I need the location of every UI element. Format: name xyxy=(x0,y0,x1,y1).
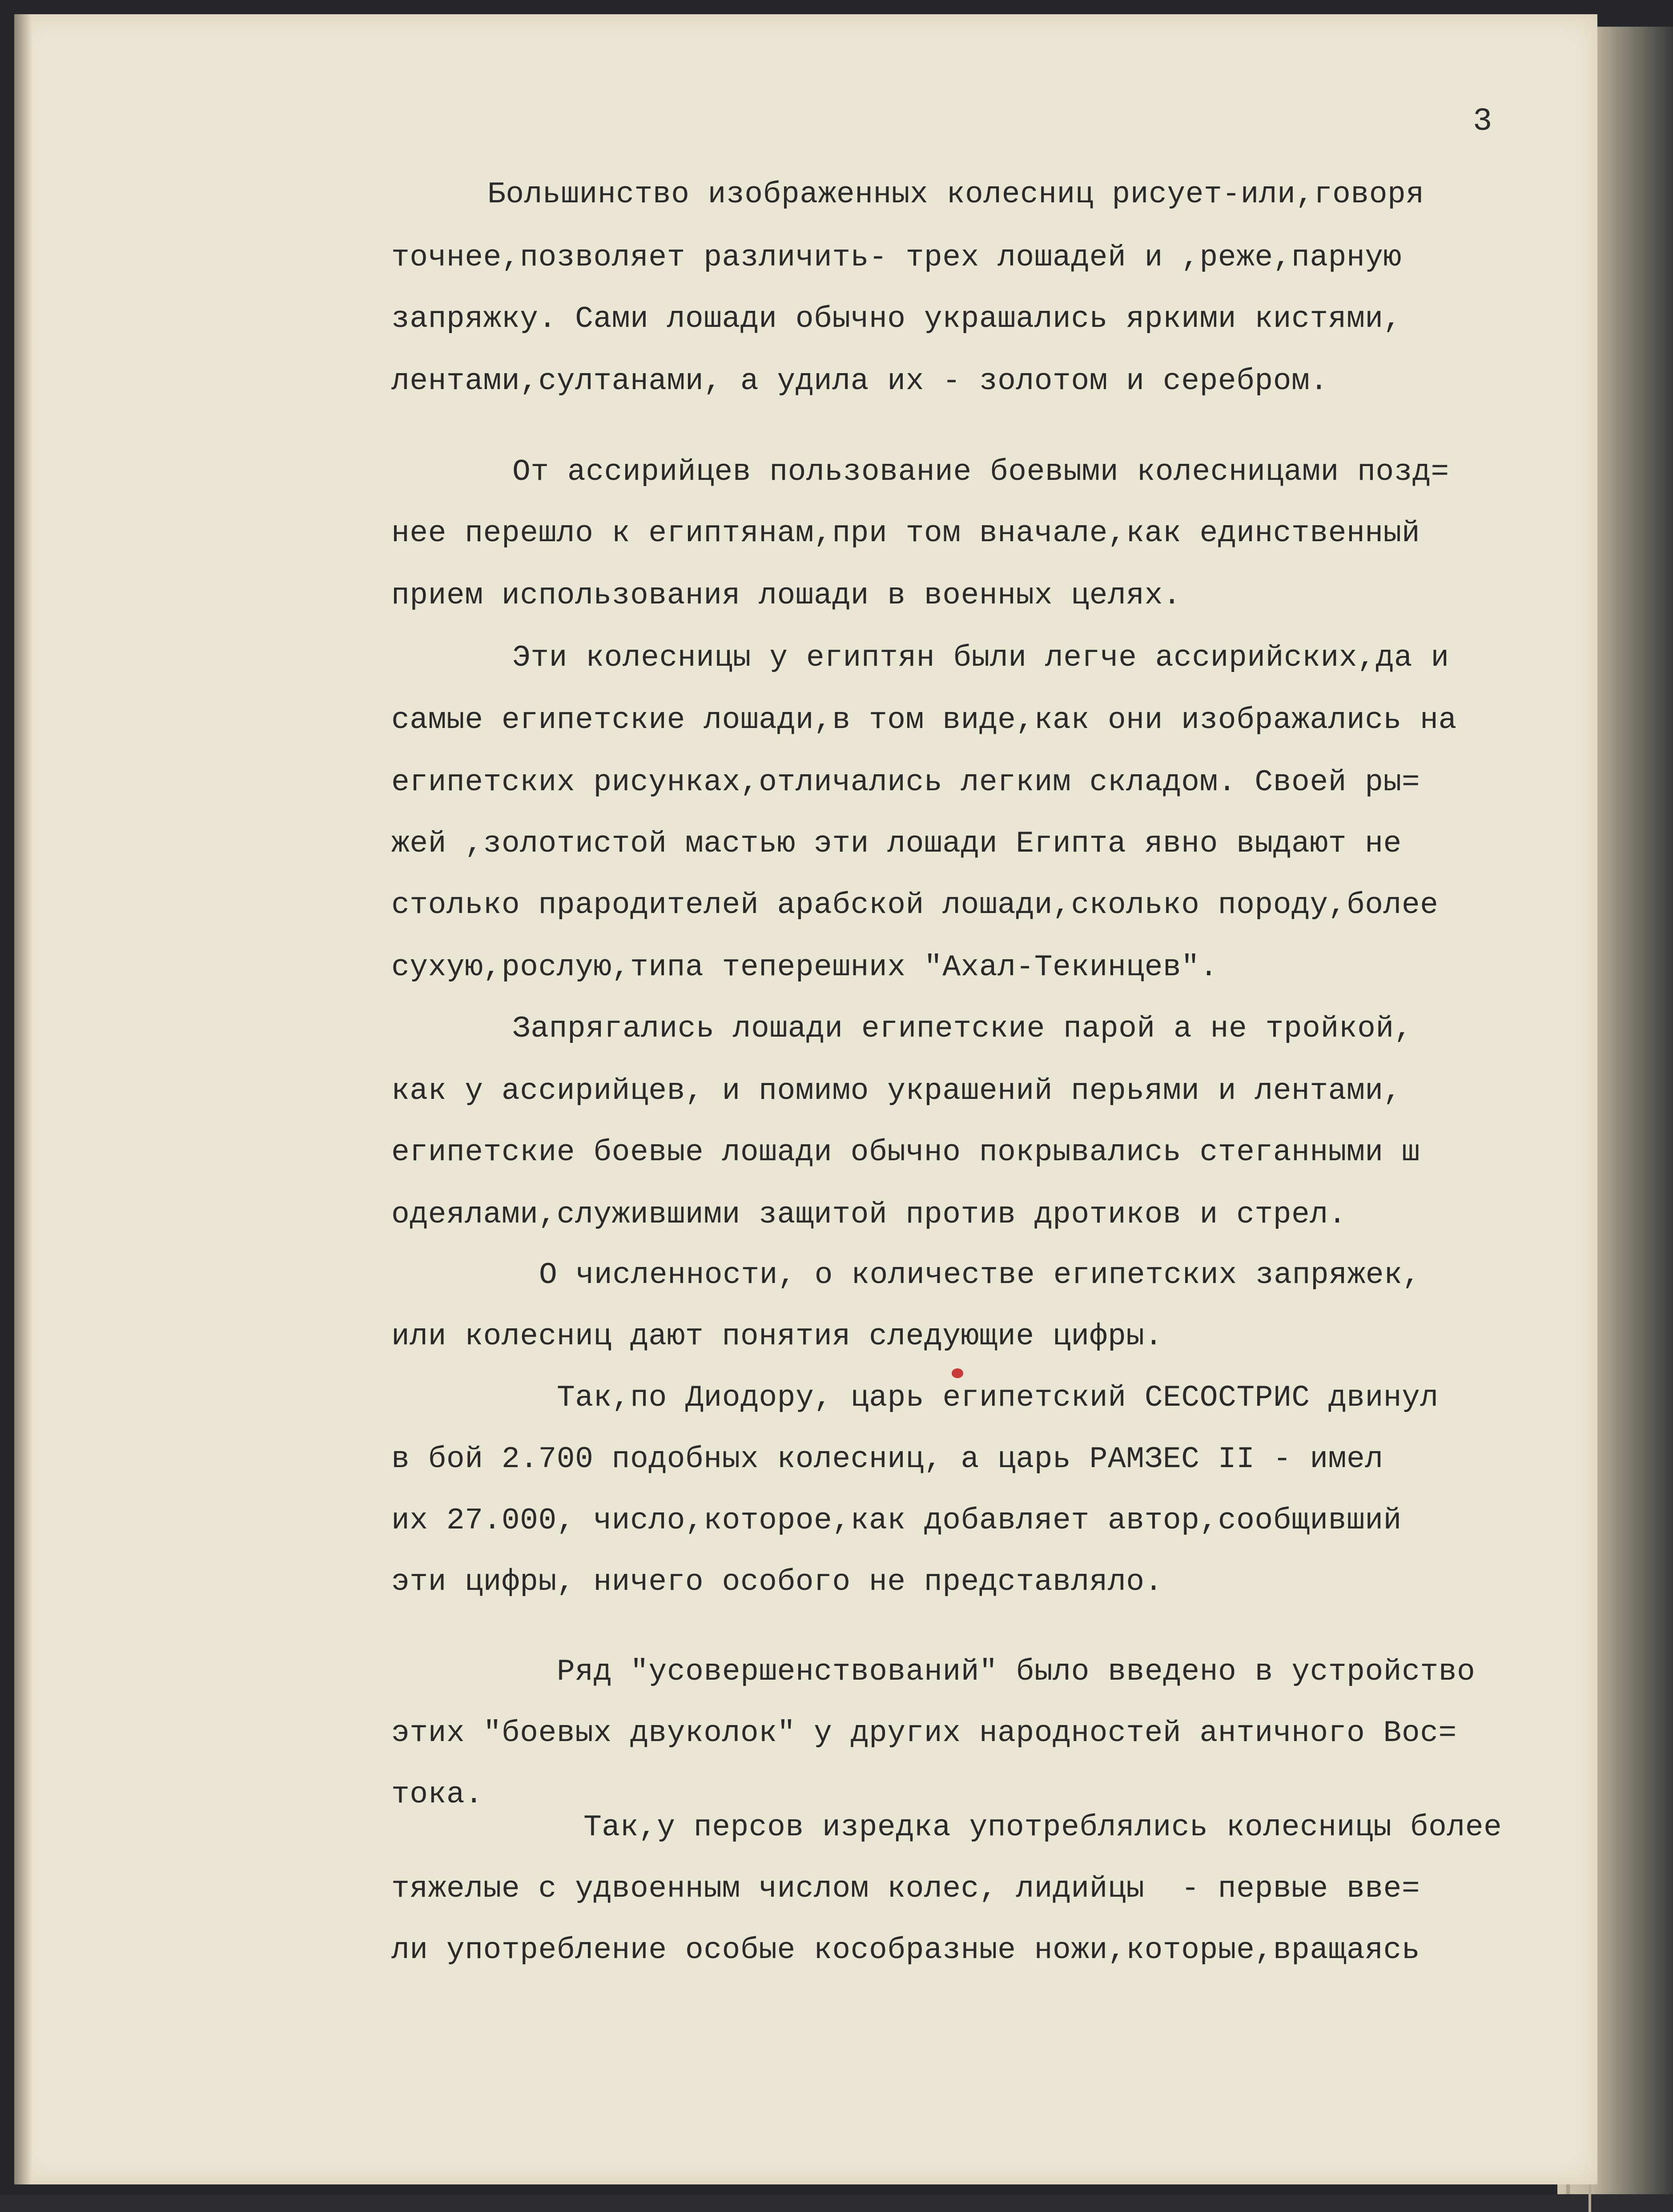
text-line: запряжку. Сами лошади обычно украшались яркими кистями, xyxy=(391,302,1402,336)
text-line: их 27.000, число,которое,как добавляет автор,сообщивший xyxy=(391,1504,1402,1538)
text-line: эти цифры, ничего особого не представляло. xyxy=(391,1565,1163,1599)
text-line: От ассирийцев пользование боевыми колесницами позд= xyxy=(512,455,1449,489)
text-line: тока. xyxy=(391,1778,483,1812)
text-line: в бой 2.700 подобных колесниц, а царь РАМЗЕС II - имел xyxy=(391,1442,1383,1476)
text-line: этих "боевых двуколок" у других народностей античного Вос= xyxy=(391,1716,1457,1750)
text-line: тяжелые с удвоенным числом колес, лидийцы - первые вве= xyxy=(391,1872,1420,1906)
text-line: Ряд "усовершенствований" было введено в устройство xyxy=(557,1655,1476,1689)
text-line: Так,у персов изредка употреблялись колесницы более xyxy=(583,1810,1502,1845)
text-line: жей ,золотистой мастью эти лошади Египта явно выдают не xyxy=(391,827,1402,861)
text-line: самые египетские лошади,в том виде,как они изображались на xyxy=(391,703,1457,737)
typed-text-block xyxy=(14,14,1597,2184)
text-line: О численности, о количестве египетских запряжек, xyxy=(539,1258,1421,1292)
text-line: нее перешло к египтянам,при том вначале,как единственный xyxy=(391,516,1420,551)
text-line: или колесниц дают понятия следующие цифры. xyxy=(391,1319,1163,1354)
red-ink-mark xyxy=(952,1368,963,1378)
text-line: египетские боевые лошади обычно покрывались стеганными ш xyxy=(391,1135,1420,1170)
text-line: египетских рисунках,отличались легким складом. Своей ры= xyxy=(391,765,1420,800)
text-line: точнее,позволяет различить- трех лошадей и ,реже,парную xyxy=(391,241,1402,275)
text-line: прием использования лошади в военных целях. xyxy=(391,579,1182,613)
page-number: 3 xyxy=(1473,103,1492,140)
text-line: Большинство изображенных колесниц рисует-или,говоря xyxy=(487,177,1424,212)
text-line: ли употребление особые кособразные ножи,которые,вращаясь xyxy=(391,1933,1420,1967)
document-page xyxy=(14,14,1597,2184)
text-line: Так,по Диодору, царь египетский СЕСОСТРИС двинул xyxy=(557,1381,1439,1415)
text-line: сухую,рослую,типа теперешних "Ахал-Текинцев". xyxy=(391,950,1218,985)
text-line: одеялами,служившими защитой против дротиков и стрел. xyxy=(391,1198,1347,1232)
text-line: столько прародителей арабской лошади,сколько породу,более xyxy=(391,888,1439,922)
text-line: как у ассирийцев, и помимо украшений перьями и лентами, xyxy=(391,1074,1402,1108)
text-line: лентами,султанами, а удила их - золотом и серебром. xyxy=(391,364,1328,398)
text-line: Запрягались лошади египетские парой а не тройкой, xyxy=(512,1012,1413,1046)
text-line: Эти колесницы у египтян были легче ассирийских,да и xyxy=(512,641,1449,675)
